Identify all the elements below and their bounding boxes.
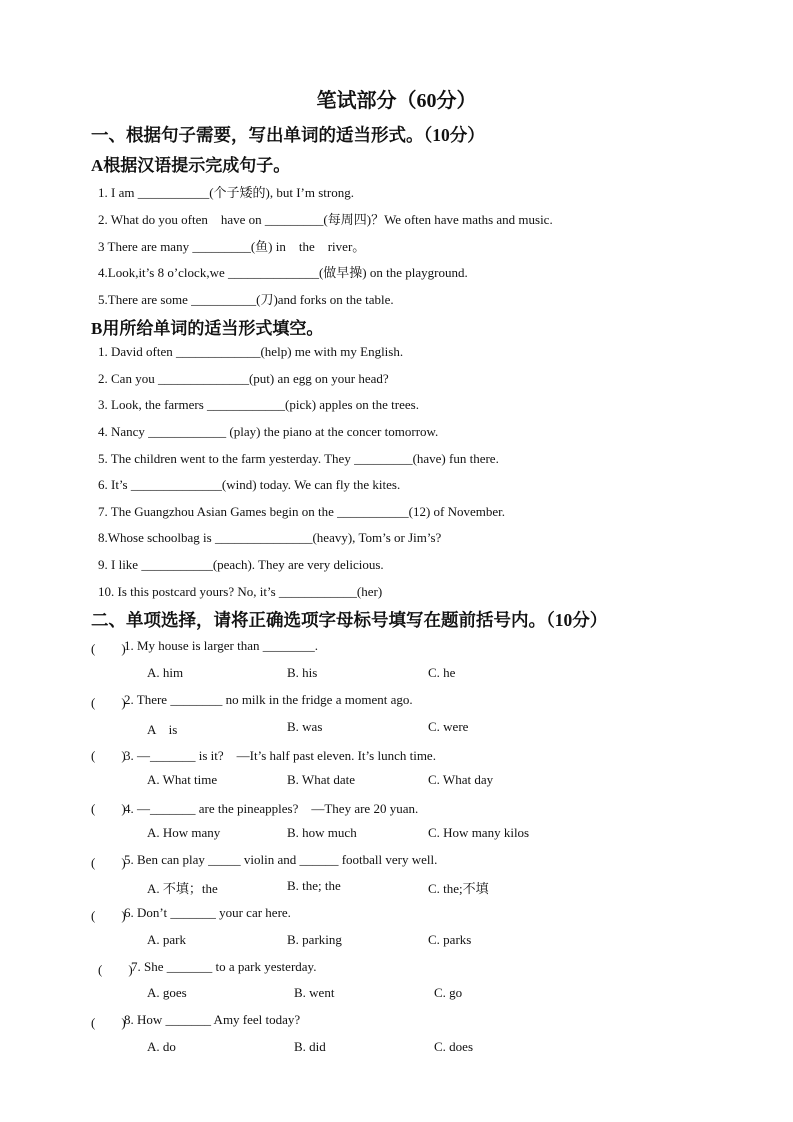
option-c: C. he [428,665,456,680]
answer-paren[interactable]: ( ) [91,801,126,816]
option-b: B. his [287,665,318,680]
partB-item-4: 4. Nancy ____________ (play) the piano at the concer tomorrow. [98,424,439,439]
option-a: A. 不填；the [147,881,218,896]
partB-item-6: 6. It’s ______________(wind) today. We can fly the kites. [98,477,401,492]
question-7: 7. She _______ to a park yesterday. [131,959,317,974]
partB-item-1: 1. David often _____________(help) me with my English. [98,344,404,359]
question-4: 4. —_______ are the pineapples? —They are 20 yuan. [124,801,419,816]
option-a: A. him [147,665,184,680]
partB-item-2: 2. Can you ______________(put) an egg on your head? [98,371,389,386]
option-b: B. was [287,719,323,734]
option-c: C. parks [428,932,472,947]
partB-item-7: 7. The Guangzhou Asian Games begin on the ___________(12) of November. [98,504,506,519]
partB-item-10: 10. Is this postcard yours? No, it’s ____________(her) [98,584,383,599]
option-c: C. What day [428,772,494,787]
option-a: A. What time [147,772,218,787]
answer-paren[interactable]: ( ) [91,748,126,763]
section2-heading: 二、单项选择，请将正确选项字母标号填写在题前括号内。（10分） [91,610,608,630]
option-a: A is [147,722,178,737]
page-title: 笔试部分（60分） [316,90,477,112]
option-a: A. do [147,1039,176,1054]
option-c: C. the;不填 [428,881,489,896]
option-b: B. What date [287,772,355,787]
answer-paren[interactable]: ( ) [91,695,126,710]
partA-item-3: 3 There are many _________(鱼) in the river。 [98,239,366,254]
question-1: 1. My house is larger than ________. [124,638,319,653]
question-5: 5. Ben can play _____ violin and ______ football very well. [124,852,438,867]
partA-item-2: 2. What do you often have on _________(每周四)？We often have maths and music. [98,212,553,227]
answer-paren[interactable]: ( ) [91,855,126,870]
option-a: A. goes [147,985,187,1000]
option-b: B. how much [287,825,357,840]
option-a: A. park [147,932,186,947]
question-6: 6. Don’t _______ your car here. [124,905,291,920]
partB-heading: B用所给单词的适当形式填空。 [91,319,324,338]
option-c: C. go [434,985,463,1000]
partA-heading: A根据汉语提示完成句子。 [91,156,291,175]
answer-paren[interactable]: ( ) [98,962,133,977]
option-b: B. went [294,985,335,1000]
partB-item-9: 9. I like ___________(peach). They are very delicious. [98,557,384,572]
answer-paren[interactable]: ( ) [91,641,126,656]
question-8: 8. How _______ Amy feel today? [124,1012,301,1027]
option-b: B. the; the [287,878,341,893]
partB-item-3: 3. Look, the farmers ____________(pick) apples on the trees. [98,397,419,412]
question-3: 3. —_______ is it? —It’s half past eleven. It’s lunch time. [124,748,436,763]
option-a: A. How many [147,825,221,840]
option-c: C. were [428,719,469,734]
section1-heading: 一、根据句子需要，写出单词的适当形式。（10分） [91,125,485,145]
partB-item-5: 5. The children went to the farm yesterday. They _________(have) fun there. [98,451,499,466]
option-c: C. How many kilos [428,825,530,840]
answer-paren[interactable]: ( ) [91,1015,126,1030]
question-2: 2. There ________ no milk in the fridge a moment ago. [124,692,413,707]
answer-paren[interactable]: ( ) [91,908,126,923]
partA-item-4: 4.Look,it’s 8 o’clock,we ______________(做早操) on the playground. [98,265,468,280]
partA-item-1: 1. I am ___________(个子矮的), but I’m strong. [98,185,355,200]
option-b: B. parking [287,932,342,947]
option-b: B. did [294,1039,326,1054]
option-c: C. does [434,1039,473,1054]
partB-item-8: 8.Whose schoolbag is _______________(heavy), Tom’s or Jim’s? [98,530,442,545]
partA-item-5: 5.There are some __________(刀)and forks on the table. [98,292,394,307]
